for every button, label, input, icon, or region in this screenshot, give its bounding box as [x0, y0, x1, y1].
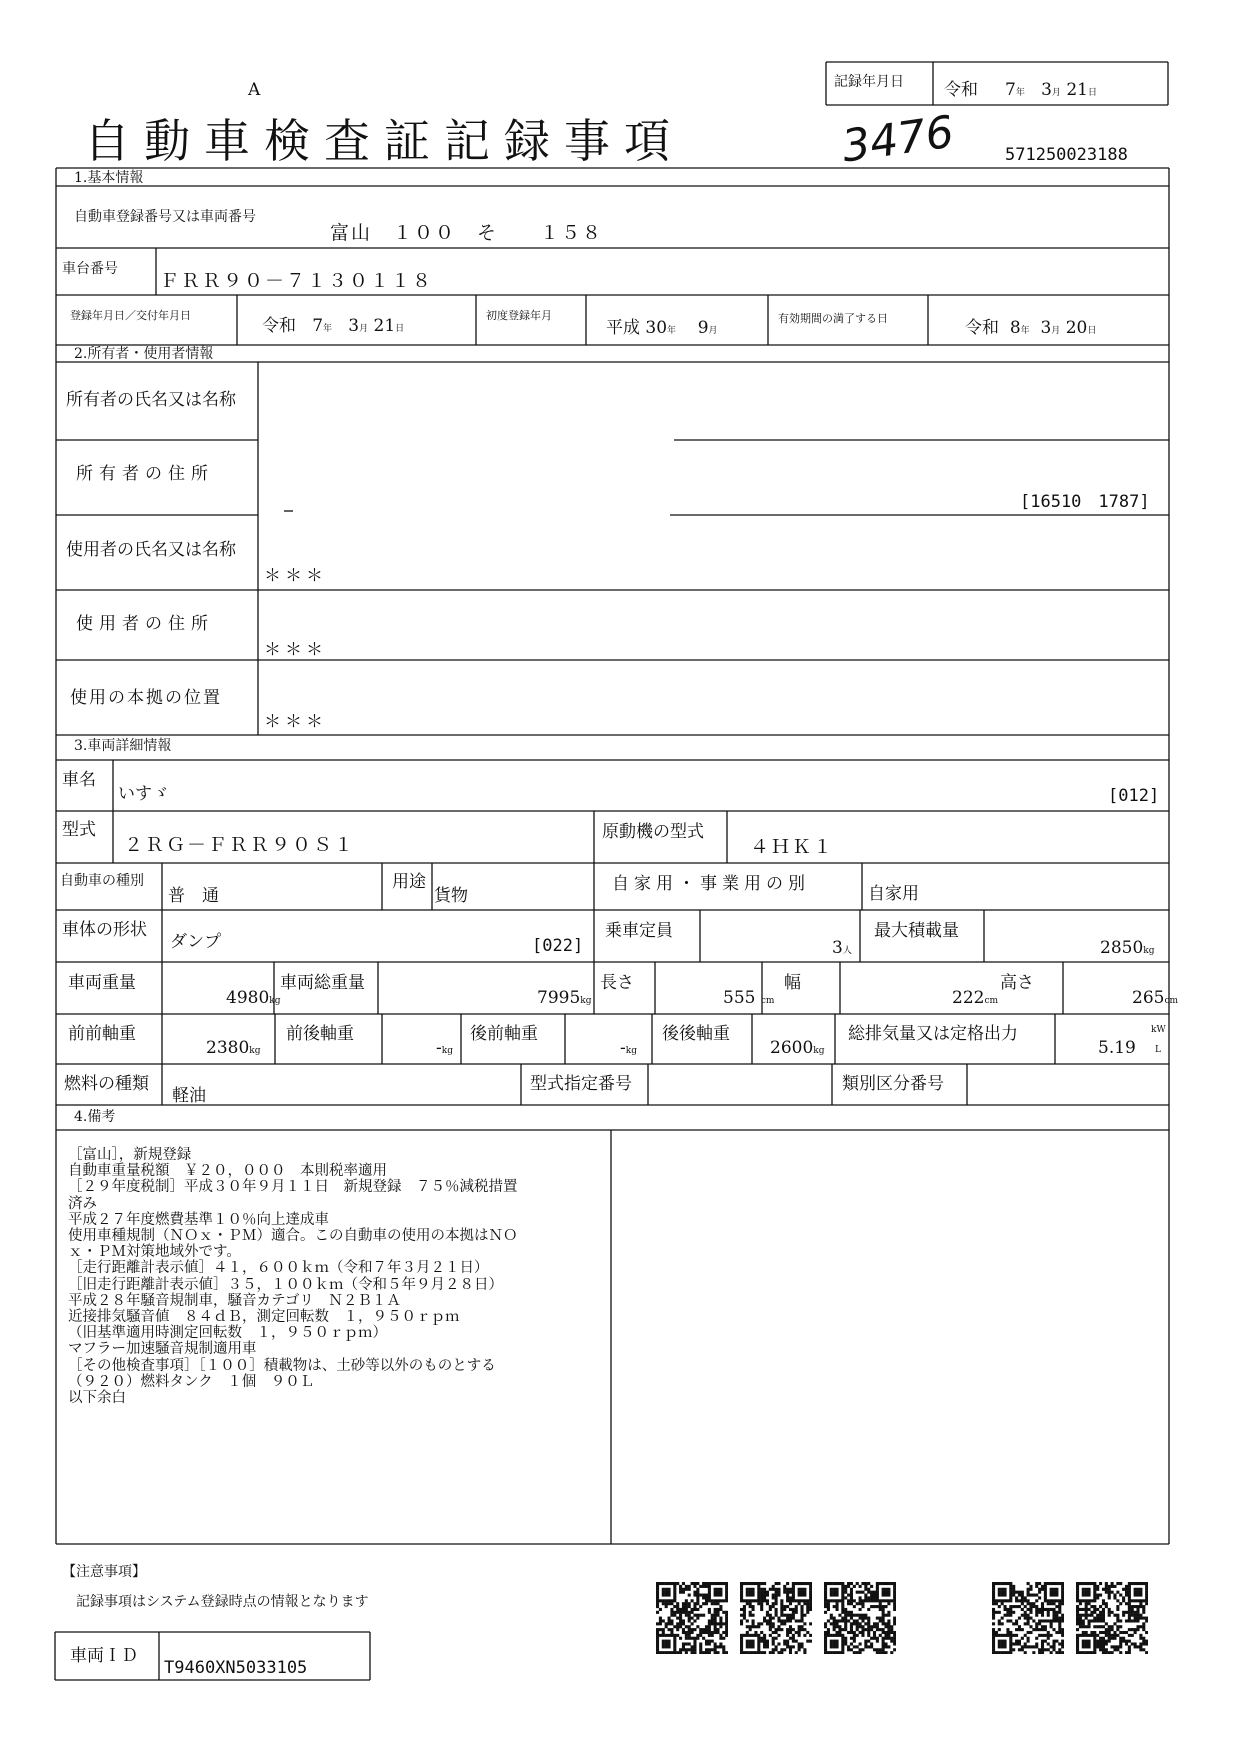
engine-label: 原動機の型式 [602, 822, 704, 842]
remarks-line: （９２０）燃料タンク １個 ９０Ｌ [68, 1373, 315, 1390]
expiry-value: 令和 8年 3月 20日 [965, 318, 1097, 338]
body-shape-value: ダンプ [170, 932, 222, 952]
fuel-value: 軽油 [172, 1086, 206, 1106]
model-label: 型式 [62, 820, 96, 840]
first-reg-value: 平成 30年 9月 [606, 318, 718, 338]
displacement-label: 総排気量又は定格出力 [848, 1024, 1018, 1044]
vehicle-id-label: 車両ＩＤ [70, 1646, 138, 1666]
engine-value: ４ＨＫ１ [750, 836, 835, 858]
vehicle-type-value: 普 通 [168, 886, 219, 906]
vehicle-name-value: いすゞ [118, 784, 169, 804]
gross-weight-value: 7995kg [537, 988, 592, 1008]
remarks-line: ［走行距離計表示値］４１，６００ｋｍ（令和７年３月２１日） [68, 1260, 489, 1277]
remarks-line: 自動車重量税額 ￥２０，０００ 本則税率適用 [68, 1163, 387, 1180]
vehicle-name-code: [012] [1108, 786, 1160, 806]
vehicle-name-label: 車名 [62, 770, 96, 790]
gross-weight-label: 車両総重量 [280, 973, 365, 993]
handwritten-number: 3476 [838, 106, 957, 173]
use-label: 用途 [392, 872, 426, 892]
remarks-line: ［その他検査事項］［１００］積載物は、土砂等以外のものとする [68, 1357, 496, 1374]
expiry-label: 有効期間の満了する日 [778, 312, 888, 325]
remarks-text [68, 1147, 613, 1406]
vehicle-weight-label: 車両重量 [68, 973, 136, 993]
qr-code-1 [656, 1582, 728, 1654]
remarks-line: マフラー加速騒音規制適用車 [68, 1341, 257, 1358]
user-name-value: ＊＊＊ [264, 566, 327, 586]
base-location-label: 使用の本拠の位置 [70, 688, 222, 708]
section-owner-title: 2.所有者・使用者情報 [74, 346, 214, 362]
base-location-value: ＊＊＊ [264, 712, 327, 732]
capacity-label: 乗車定員 [605, 921, 673, 941]
remarks-line: 平成２８年騒音規制車，騒音カテゴリ Ｎ２Ｂ１Ａ [68, 1292, 401, 1309]
width-label: 幅 [784, 973, 801, 993]
capacity-value: 3人 [832, 938, 852, 958]
owner-address-code: [16510 1787] [1020, 492, 1150, 512]
ff-axle-value: 2380kg [206, 1038, 261, 1058]
record-date: 令和 7年 3月 21日 [944, 80, 1097, 100]
notes-text: 記録事項はシステム登録時点の情報となります [76, 1594, 369, 1610]
section-vehicle-title: 3.車両詳細情報 [74, 738, 172, 754]
reg-date-value: 令和 7年 3月 21日 [262, 316, 405, 336]
remarks-line: 使用車種規制（ＮＯｘ・ＰＭ）適合。この自動車の使用の本拠はＮＯ [68, 1228, 518, 1245]
body-shape-label: 車体の形状 [62, 920, 147, 940]
fuel-label: 燃料の種類 [64, 1074, 149, 1094]
qr-code-5 [1076, 1582, 1148, 1654]
max-load-value: 2850kg [1100, 938, 1155, 958]
remarks-line: 済み [68, 1195, 97, 1212]
rr-axle-label: 後後軸重 [662, 1024, 730, 1044]
document-title: 自動車検査証記録事項 [84, 114, 684, 168]
remarks-line: ［富山］，新規登録 [68, 1147, 192, 1163]
vehicle-type-label: 自動車の種別 [60, 873, 144, 889]
user-address-value: ＊＊＊ [264, 640, 327, 660]
rr-axle-value: 2600kg [770, 1038, 825, 1058]
section-basic-title: 1.基本情報 [74, 170, 144, 186]
displacement-value: 5.19 [1098, 1038, 1136, 1058]
reg-number-label: 自動車登録番号又は車両番号 [74, 209, 256, 225]
ff-axle-label: 前前軸重 [68, 1024, 136, 1044]
displacement-unit-l: L [1155, 1045, 1161, 1055]
owner-address-label: 所有者の住所 [76, 464, 214, 484]
record-date-label: 記録年月日 [834, 74, 904, 90]
owner-name-label: 所有者の氏名又は名称 [66, 390, 236, 410]
user-name-label: 使用者の氏名又は名称 [66, 540, 236, 560]
displacement-unit-kw: kW [1151, 1025, 1166, 1035]
width-value: 222cm [952, 988, 999, 1008]
chassis-value: ＦＲＲ９０－７１３０１１８ [160, 270, 434, 292]
category-number-label: 類別区分番号 [842, 1074, 944, 1094]
remarks-line: 近接排気騒音値 ８４ｄＢ，測定回転数 １，９５０ｒｐｍ [68, 1309, 460, 1326]
reg-date-label: 登録年月日／交付年月日 [70, 309, 191, 322]
notes-title: 【注意事項】 [62, 1564, 146, 1580]
reg-number-value: 富山 １００ そ １５８ [330, 222, 604, 244]
model-value: ２ＲＧ－ＦＲＲ９０Ｓ１ [124, 834, 356, 856]
rf-axle-value: -kg [620, 1038, 637, 1058]
rf-axle-label: 後前軸重 [470, 1024, 538, 1044]
height-label: 高さ [1000, 973, 1034, 993]
qr-code-4 [992, 1582, 1064, 1654]
remarks-line: 平成２７年度燃費基準１０％向上達成車 [68, 1211, 329, 1228]
length-label: 長さ [600, 973, 634, 993]
height-value: 265cm [1132, 988, 1179, 1008]
qr-code-3 [824, 1582, 896, 1654]
corner-mark: A [248, 80, 261, 100]
remarks-line: （旧基準適用時測定回転数 １，９５０ｒｐｍ） [68, 1325, 387, 1342]
remarks-line: ｘ・ＰＭ対策地域外です。 [68, 1244, 241, 1261]
private-business-label: 自家用・事業用の別 [612, 874, 810, 894]
remarks-line: ［２９年度税制］平成３０年９月１１日 新規登録 ７５％減税措置 [68, 1179, 518, 1196]
qr-code-2 [740, 1582, 812, 1654]
user-address-label: 使用者の住所 [76, 614, 214, 634]
length-value: 555 cm [723, 988, 775, 1008]
designation-number-label: 型式指定番号 [530, 1074, 632, 1094]
max-load-label: 最大積載量 [874, 921, 959, 941]
use-value: 貨物 [434, 886, 468, 906]
first-reg-label: 初度登録年月 [486, 309, 552, 322]
private-business-value: 自家用 [868, 884, 919, 904]
document-number: 571250023188 [1005, 145, 1128, 165]
vehicle-weight-value: 4980kg [226, 988, 281, 1008]
body-shape-code: [022] [532, 936, 584, 956]
remarks-line: 以下余白 [68, 1390, 126, 1407]
fr-axle-label: 前後軸重 [286, 1024, 354, 1044]
chassis-label: 車台番号 [62, 261, 118, 277]
section-remarks-title: 4.備考 [74, 1109, 116, 1125]
vehicle-id-value: T9460XN5033105 [164, 1658, 308, 1678]
fr-axle-value: -kg [436, 1038, 453, 1058]
remarks-line: ［旧走行距離計表示値］３５，１００ｋｍ（令和５年９月２８日） [68, 1276, 503, 1293]
